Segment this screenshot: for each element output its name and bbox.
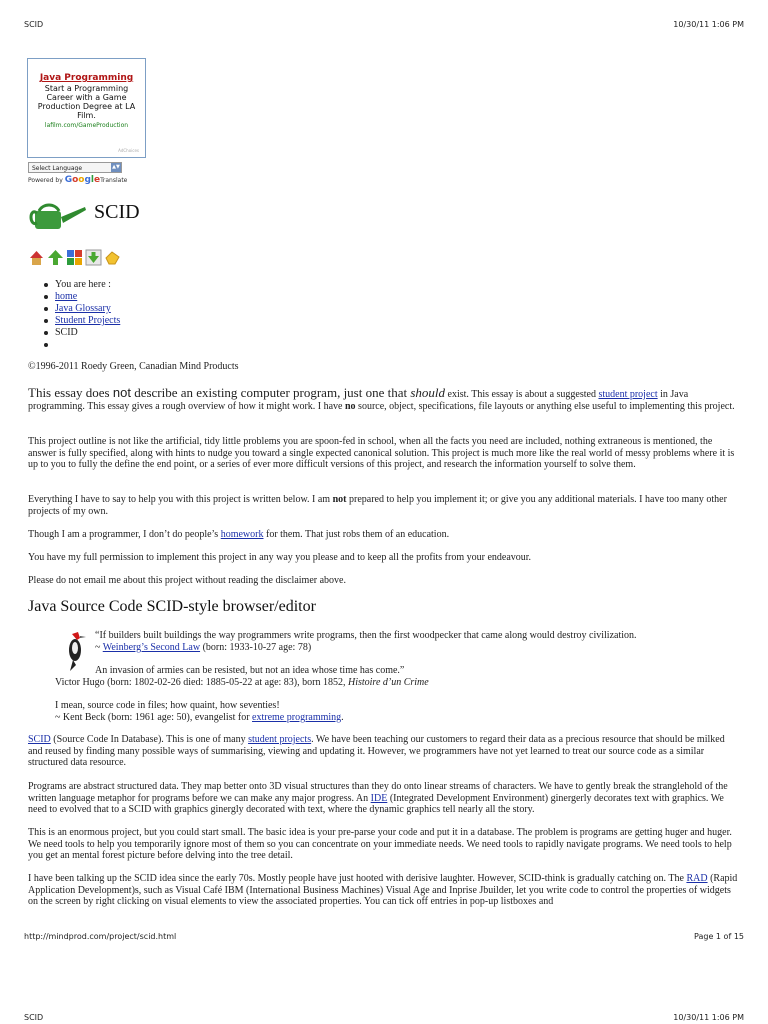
header-title: SCID <box>24 20 44 29</box>
footer-page: Page 1 of 15 <box>694 932 744 941</box>
powered-by-label: Powered by <box>28 177 63 184</box>
next-header-timestamp: 10/30/11 1:06 PM <box>673 1013 744 1022</box>
quote-woodpecker: “If builders built buildings the way programmers write programs, then the first woodpecker that came along would destroy civilization. <box>95 630 637 641</box>
ad-choices[interactable]: AdChoices <box>118 148 139 153</box>
paragraph-history: I have been talking up the SCID idea since the early 70s. Mostly people have just hooted with derisive laughter. However, SCID-think is gradually catching on. The RAD (Rapid Application Development)s, such as Visual Café IBM (International Business Machines) Visual Age and Inprise Jbuilder, let you write code to control the properties of widgets on the screen by right clicking on visual elements to view the associated properties. You can tick off entries in pop-up listboxes and <box>28 873 738 907</box>
quote-hugo-attribution: Victor Hugo (born: 1802-02-26 died: 1885-05-22 at age: 83), born 1852, Histoire d’un Crime <box>55 677 429 688</box>
header-timestamp: 10/30/11 1:06 PM <box>673 20 744 29</box>
student-project-link[interactable]: student project <box>598 389 658 400</box>
scid-link[interactable]: SCID <box>28 734 51 745</box>
breadcrumb-current: SCID <box>55 327 120 339</box>
select-arrow-icon: ▲▼ <box>112 164 120 170</box>
language-select[interactable] <box>28 162 122 173</box>
next-header-title: SCID <box>24 1013 44 1022</box>
paragraph-enormous: This is an enormous project, but you could start small. The basic idea is your pre-parse your code and put it in a database. The problem is programs are getting huger and huger. We need tools to help you temporarily ignore most of them so you can concentrate on your immediate needs. We need tools to rapidly navigate programs. We need tools to help you get an mental forest picture before delving into the tree detail. <box>28 827 732 861</box>
student-projects-link[interactable]: student projects <box>248 734 312 745</box>
copyright: ©1996-2011 Roedy Green, Canadian Mind Products <box>28 361 239 372</box>
breadcrumb-home[interactable]: home <box>55 291 78 302</box>
page-title: SCID <box>94 201 140 223</box>
paragraph-help: Everything I have to say to help you with this project is written below. I am not prepared to help you implement it; or give you any additional materials. I have too many other projects of my own. <box>28 494 727 517</box>
breadcrumb-java-glossary[interactable]: Java Glossary <box>55 303 111 314</box>
extreme-programming-link[interactable]: extreme programming <box>252 712 342 723</box>
homework-link[interactable]: homework <box>220 529 264 540</box>
rad-link[interactable]: RAD <box>686 873 708 884</box>
footer-url: http://mindprod.com/project/scid.html <box>24 932 177 941</box>
woodpecker-icon <box>64 630 86 672</box>
watering-can-icon <box>27 201 89 233</box>
language-select-label: Select Language <box>32 165 83 172</box>
quote-beck-attribution: ~ Kent Beck (born: 1961 age: 50), evangelist for extreme programming. <box>55 712 344 723</box>
google-logo: Google <box>64 175 101 185</box>
breadcrumb <box>55 279 120 351</box>
paragraph-homework: Though I am a programmer, I don’t do people’s homework for them. That just robs them of an education. <box>28 529 450 540</box>
breadcrumb-empty <box>55 339 120 351</box>
squares-icon[interactable] <box>66 249 83 266</box>
paragraph-disclaimer: Please do not email me about this project without reading the disclaimer above. <box>28 575 346 586</box>
paragraph-permission: You have my full permission to implement this project in any way you please and to keep all the profits from your endeavour. <box>28 552 532 563</box>
paragraph-intro: This essay does not describe an existing computer program, just one that should exist. This essay is about a suggested student project in Java programming. This essay gives a rough overview of how it might work. I have no source, object, specifications, file layouts or anything else useful to implementing this project. <box>28 385 735 412</box>
paragraph-outline: This project outline is not like the artificial, tidy little problems you are spoon-fed in school, when all the facts you need are included, nothing extraneous is mentioned, the answer is fully specified, along with hints to nudge you toward a single expected canonical solution. This project is much more like the real world of messy problems where it is up to you to fully the define the end point, or a series of ever more difficult versions of this project, and research the information yourself to solve them. <box>28 436 735 470</box>
home-icon[interactable] <box>28 249 45 266</box>
nav-icons <box>28 249 121 266</box>
breadcrumb-student-projects[interactable]: Student Projects <box>55 315 121 326</box>
ad-title[interactable]: Java Programming <box>39 73 134 83</box>
ide-link[interactable]: IDE <box>370 792 388 804</box>
powered-by <box>28 175 127 185</box>
ad-box[interactable] <box>27 58 146 158</box>
hand-icon[interactable] <box>104 249 121 266</box>
quote-woodpecker-attribution: ~ Weinberg’s Second Law (born: 1933-10-27 age: 78) <box>95 642 312 653</box>
ad-body: Start a Programming Career with a Game Production Degree at LA Film. <box>37 84 136 120</box>
quote-hugo: An invasion of armies can be resisted, but not an idea whose time has come.” <box>95 665 405 676</box>
ad-url[interactable]: lafilm.com/GameProduction <box>44 122 129 129</box>
paragraph-scid: SCID (Source Code In Database). This is one of many student projects. We have been teaching our customers to regard their data as a precious resource that should be milked and reused by finding many possible ways of summarising, viewing and updating it. However, we programmers have not yet learned to treat our source code as a similar structured data resource. <box>28 734 725 768</box>
breadcrumb-label: You are here : <box>55 279 120 291</box>
up-arrow-icon[interactable] <box>47 249 64 266</box>
translate-link[interactable]: Translate <box>100 177 128 184</box>
weinberg-link[interactable]: Weinberg’s Second Law <box>102 642 201 653</box>
down-arrow-icon[interactable] <box>85 249 102 266</box>
quote-beck: I mean, source code in files; how quaint, how seventies! <box>55 700 280 711</box>
paragraph-abstract: Programs are abstract structured data. They map better onto 3D visual structures than they do onto linear streams of characters. We have to gently break the stranglehold of the written language metaphor for programs before we can make any major progress. An IDE (Integrated Development Environment) ginergerly decorates text with graphics. We need to evolved that to a SCID with graphics ginergly decorated with text, where the dynamic graphics tell nearly all the story. <box>28 781 728 815</box>
section-title: Java Source Code SCID-style browser/editor <box>28 598 316 615</box>
